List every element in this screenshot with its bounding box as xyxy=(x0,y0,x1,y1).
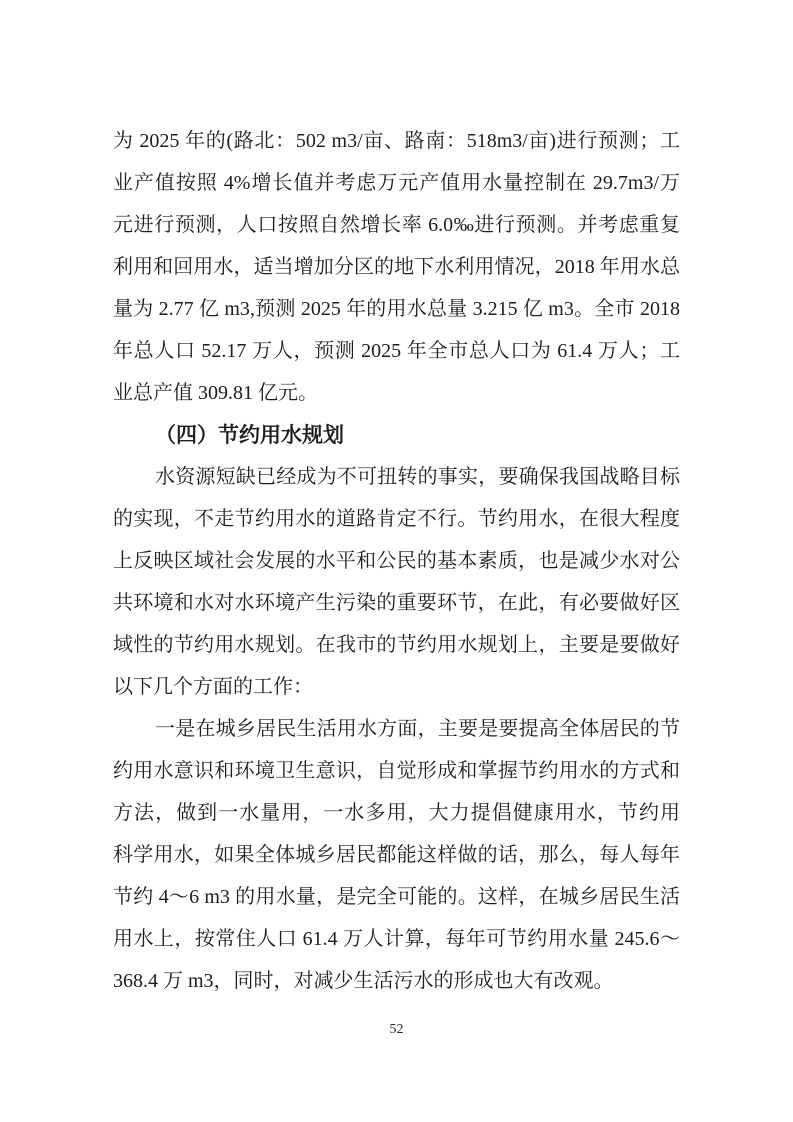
text-line: 上反映区域社会发展的水平和公民的基本素质，也是减少水对公 xyxy=(113,550,680,572)
paragraph-residential-water-saving xyxy=(113,708,680,1002)
page-content xyxy=(113,120,680,1002)
section-heading-water-saving-plan: （四）节约用水规划 xyxy=(155,423,344,447)
paragraph-water-demand-forecast xyxy=(113,120,680,414)
text-line: 年总人口 52.17 万人，预测 2025 年全市总人口为 61.4 万人；工 xyxy=(113,340,680,362)
text-line: 利用和回用水，适当增加分区的地下水利用情况，2018 年用水总 xyxy=(113,256,680,278)
text-line: 一是在城乡居民生活用水方面，主要是要提高全体居民的节 xyxy=(155,718,680,740)
text-line: 为 2025 年的(路北：502 m3/亩、路南：518m3/亩)进行预测；工 xyxy=(113,130,680,152)
text-line: 方法，做到一水量用，一水多用，大力提倡健康用水，节约用 xyxy=(113,802,680,824)
text-line: 约用水意识和环境卫生意识，自觉形成和掌握节约用水的方式和 xyxy=(113,760,680,782)
text-line: 以下几个方面的工作： xyxy=(113,676,313,698)
text-line: 节约 4～6 m3 的用水量，是完全可能的。这样，在城乡居民生活 xyxy=(113,886,680,908)
page-footer xyxy=(0,1020,793,1040)
text-line: 业产值按照 4%增长值并考虑万元产值用水量控制在 29.7m3/万 xyxy=(113,172,680,194)
paragraph-water-saving-intro xyxy=(113,456,680,708)
text-line: 科学用水，如果全体城乡居民都能这样做的话，那么，每人每年 xyxy=(113,844,680,866)
page-number: 52 xyxy=(389,1022,404,1037)
text-line: 共环境和水对水环境产生污染的重要环节，在此，有必要做好区 xyxy=(113,592,680,614)
text-line: 业总产值 309.81 亿元。 xyxy=(113,382,318,404)
text-line: 水资源短缺已经成为不可扭转的事实，要确保我国战略目标 xyxy=(155,466,680,488)
text-line: 元进行预测，人口按照自然增长率 6.0‰进行预测。并考虑重复 xyxy=(113,214,680,236)
text-line: 域性的节约用水规划。在我市的节约用水规划上，主要是要做好 xyxy=(113,634,680,656)
text-line: 368.4 万 m3，同时，对减少生活污水的形成也大有改观。 xyxy=(113,970,614,992)
text-line: 量为 2.77 亿 m3,预测 2025 年的用水总量 3.215 亿 m3。全市 2018 xyxy=(113,298,680,320)
text-line: 的实现，不走节约用水的道路肯定不行。节约用水，在很大程度 xyxy=(113,508,680,530)
text-line: 用水上，按常住人口 61.4 万人计算，每年可节约用水量 245.6～ xyxy=(113,928,680,950)
